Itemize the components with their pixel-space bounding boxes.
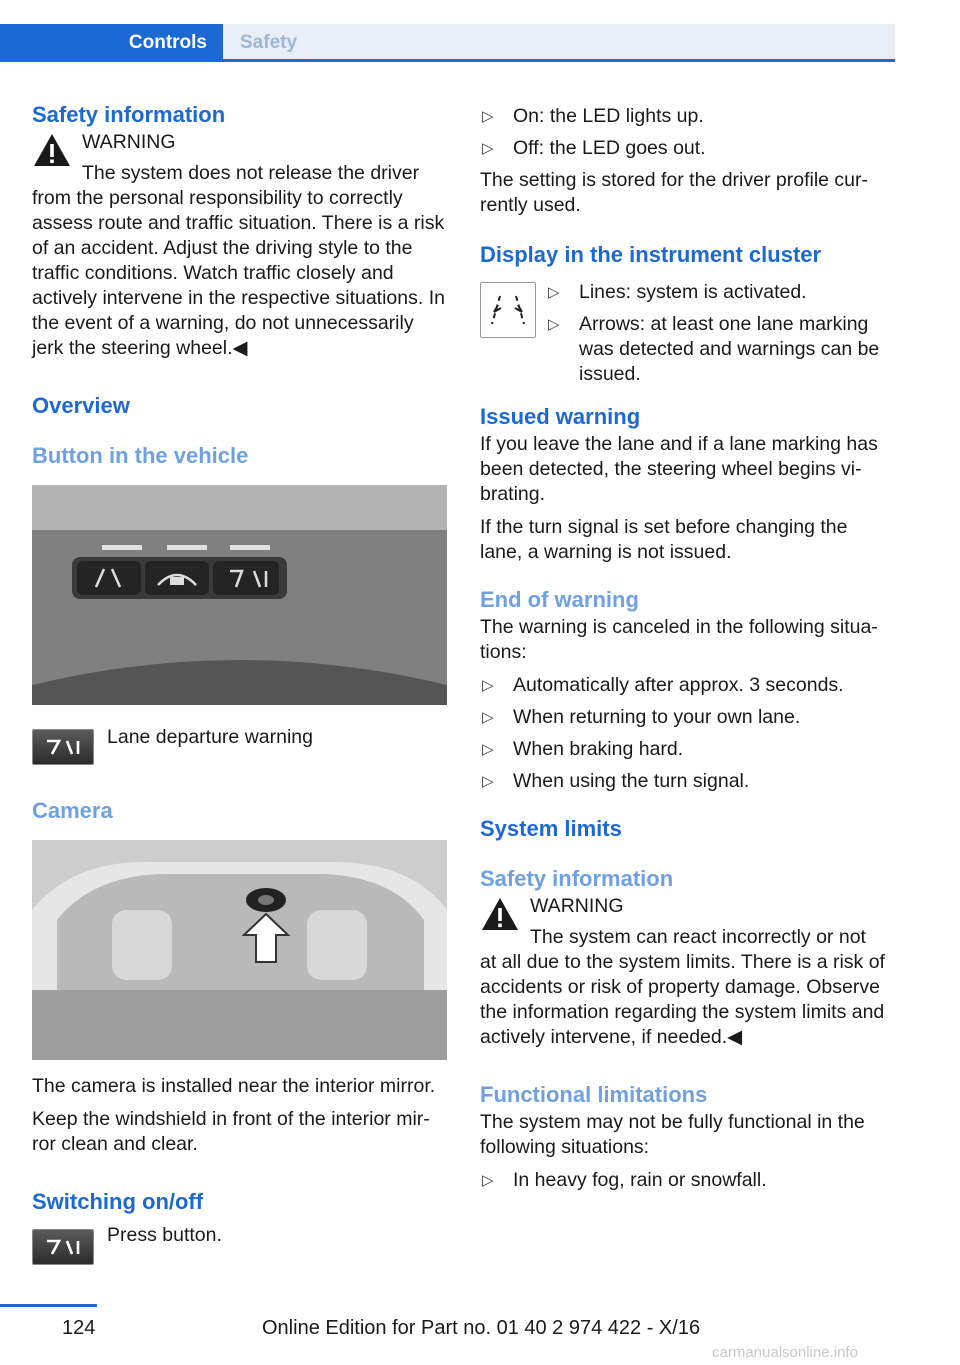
camera-text-1: The camera is installed near the interior mirror.	[32, 1075, 436, 1097]
list-item: ▷ When using the turn signal.	[482, 770, 750, 792]
warning-block	[32, 128, 447, 361]
list-item: ▷ On: the LED lights up.	[482, 105, 704, 127]
footer-rule	[0, 1304, 97, 1307]
warning-label: WARNING	[82, 131, 176, 153]
display-list	[546, 280, 895, 394]
camera-heading: Camera	[32, 798, 113, 823]
warning-text-rest: at all due to the system limits. There is a risk of accidents or risk of property damage. Observe the information regarding the system limits and actively intervene, if needed.◀	[480, 951, 885, 1048]
list-item: ▷ In heavy fog, rain or snowfall.	[482, 1169, 767, 1191]
display-heading: Display in the instrument cluster	[480, 242, 822, 267]
tab-safety[interactable]: Safety	[223, 24, 895, 59]
left-column	[32, 100, 447, 1263]
functional-limitations-heading: Functional limitations	[480, 1082, 708, 1107]
chapter-tabs	[0, 24, 895, 62]
lane-departure-row	[32, 725, 447, 769]
stored-text: The setting is stored for the driver profile cur‐ rently used.	[480, 169, 868, 216]
bullet-arrow-icon: ▷	[482, 709, 494, 726]
safety-information-heading: Safety information	[32, 102, 226, 127]
list-item: ▷ When braking hard.	[482, 738, 684, 760]
right-column	[480, 100, 895, 1200]
list-item: ▷ Off: the LED goes out.	[482, 137, 706, 159]
list-item: ▷ When returning to your own lane.	[482, 706, 801, 728]
watermark: carmanualsonline.info	[712, 1344, 858, 1361]
functional-list	[480, 1168, 895, 1193]
header-rule	[0, 59, 895, 62]
page-number: 124	[62, 1317, 96, 1339]
camera-text-2: Keep the windshield in front of the interior mir‐ ror clean and clear.	[32, 1108, 430, 1155]
roof-console-illustration	[32, 485, 447, 705]
end-list	[480, 673, 895, 794]
bullet-arrow-icon: ▷	[482, 140, 494, 157]
tab-controls[interactable]: Controls	[0, 24, 223, 62]
functional-text: The system may not be fully functional in the following situations:	[480, 1111, 865, 1158]
button-in-vehicle-heading: Button in the vehicle	[32, 443, 249, 468]
lane-departure-button-icon	[32, 729, 94, 765]
switch-button-icon	[32, 1229, 94, 1265]
press-button-text: Press button.	[107, 1224, 222, 1246]
cluster-lane-icon	[480, 282, 536, 338]
bullet-arrow-icon: ▷	[548, 284, 560, 301]
warning-triangle-icon	[480, 896, 520, 932]
list-item: ▷ Lines: system is activated.	[548, 281, 807, 303]
warning-text-first: The system can react incorrectly or not	[530, 926, 866, 948]
issued-warning-heading: Issued warning	[480, 404, 641, 429]
warning-text-first: The system does not release the driver	[82, 162, 420, 184]
list-item: ▷ Arrows: at least one lane marking was detected and warnings can be issued.	[548, 313, 880, 385]
bullet-arrow-icon: ▷	[482, 741, 494, 758]
on-off-list	[480, 104, 895, 161]
bullet-arrow-icon: ▷	[482, 677, 494, 694]
list-item: ▷ Automatically after approx. 3 seconds.	[482, 674, 844, 696]
end-of-warning-heading: End of warning	[480, 587, 639, 612]
bullet-arrow-icon: ▷	[482, 1172, 494, 1189]
press-button-row	[32, 1219, 447, 1263]
end-text: The warning is canceled in the following situa‐ tions:	[480, 616, 878, 663]
vehicle-buttons-photo	[32, 485, 447, 705]
warning-triangle-icon	[32, 132, 72, 168]
bullet-arrow-icon: ▷	[482, 108, 494, 125]
limits-safety-heading: Safety information	[480, 866, 674, 891]
bullet-arrow-icon: ▷	[548, 316, 560, 333]
bullet-arrow-icon: ▷	[482, 773, 494, 790]
camera-location-photo	[32, 840, 447, 1060]
lane-departure-label: Lane departure warning	[107, 726, 313, 748]
overview-heading: Overview	[32, 393, 130, 418]
windshield-illustration	[32, 840, 447, 1060]
switching-heading: Switching on/off	[32, 1189, 204, 1214]
issued-text-2: If the turn signal is set before changing the lane, a warning is not issued.	[480, 516, 848, 563]
limits-warning-block	[480, 892, 895, 1050]
display-row	[480, 280, 895, 390]
system-limits-heading: System limits	[480, 816, 622, 841]
warning-text-rest: from the personal responsibility to correctly assess route and traffic situation. There is a risk of an accident. Adjust the driving style to the traffic conditions. Watch traffic closely and actively intervene in the respective situations. In the event of a warning, do not unnecessarily jerk the steering wheel.◀	[32, 187, 445, 359]
warning-label: WARNING	[530, 895, 624, 917]
issued-text-1: If you leave the lane and if a lane marking has been detected, the steering wheel begins vi‐ brating.	[480, 433, 878, 505]
edition-text: Online Edition for Part no. 01 40 2 974 422 - X/16	[262, 1317, 701, 1339]
